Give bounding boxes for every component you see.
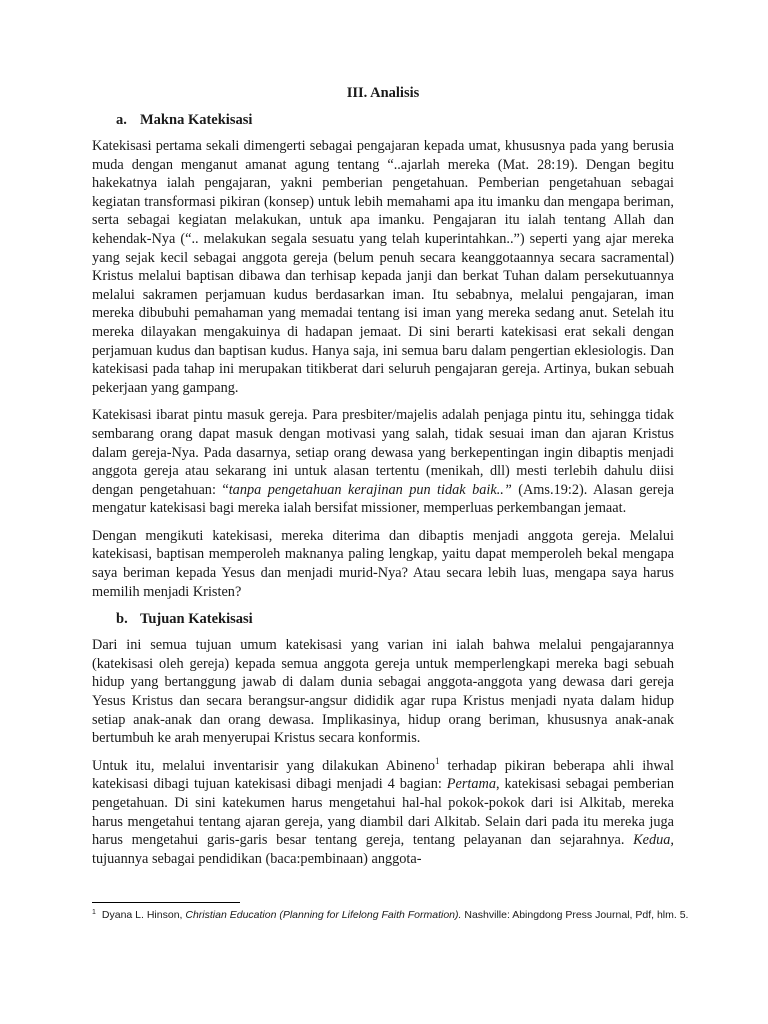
paragraph-text: terhadap pikiran beberapa ahli ihwal katekisasi dibagi tujuan katekisasi dibagi menjadi 4 bagian:: [92, 757, 674, 793]
paragraph-text: , katekisasi sebagai pemberian pengetahuan. Di sini katekumen harus mengetahui hal-hal pokok-pokok dari isi Alkitab, mereka harus mengetahui tentang ajaran gereja, yang diambil dari Alkitab. Selain dari pada itu mereka juga harus mengetahui garis-garis besar tentang gereja, tentang pelayanan dan sejarahnya.: [92, 776, 674, 849]
quote-italic: tanpa pengetahuan kerajinan pun tidak baik..”: [228, 481, 512, 498]
footnote-separator: [92, 902, 240, 903]
paragraph-text: Untuk itu, melalui inventarisir yang dilakukan Abineno: [92, 757, 435, 774]
paragraph: Katekisasi pertama sekali dimengerti sebagai pengajaran kepada umat, khususnya pada yang berusia muda dengan menganut amanat agung tentang “..ajarlah mereka (Mat. 28:19). Dengan begitu hakekatnya ialah pengajaran, yakni pemberian pengetahuan. Pemberian pengetahuan sebagai kegiatan transformasi pikiran (konsep) untuk lebih memahami apa itu imanku dan mengapa beriman, serta sebagai kegiatan melakukan, untuk apa imanku. Pengajaran itu ialah tentang Allah dan kehendak-Nya (“.. melakukan segala sesuatu yang telah kuperintahkan..”) seperti yang ajar mereka yang sejak kecil sebagai anggota gereja (belum penuh secara keanggotaannya secara sacramental) Kristus melalui baptisan dibawa dan terhisap kepada janji dan berkat Tuhan dalam persekutuannya melalui sakramen perjamuan kudus berdasarkan iman. Itu sebabnya, melalui pengajaran, iman mereka dibubuhi pemahaman yang memadai tentang isi iman yang mereka sedang anut. Setelah itu mereka dilayakan mengakuinya di hadapan jemaat. Di sini berarti katekisasi erat sekali dengan perjamuan kudus dan baptisan kudus. Hanya saja, ini semua baru dalam pengertian eklesiologis. Dan katekisasi pada tahap ini merupakan titikberat dari seluruh pengajaran gereja. Artinya, bukan sebuah pekerjaan yang gampang.: [92, 138, 674, 396]
subheading-text: Tujuan Katekisasi: [140, 611, 253, 628]
paragraph: [92, 406, 674, 518]
footnote-reference[interactable]: 1: [435, 756, 440, 767]
paragraph: [92, 757, 674, 869]
emphasis-italic: Kedua,: [633, 832, 674, 849]
paragraph: Dari ini semua tujuan umum katekisasi yang varian ini ialah bahwa melalui pengajarannya (katekisasi oleh gereja) kepada semua anggota gereja untuk memperlengkapi mereka bagi sebuah hidup yang bertanggung jawab di dalam dunia sebagai anggota-anggota yang dewasa dari gereja Yesus Kristus dan secara berangsur-angsur dididik agar rupa Kristus menjadi nyata dalam hidup setiap anak-anak dan orang dewasa. Implikasinya, hidup orang beriman, khususnya anak-anak bertumbuh ke arah menyerupai Kristus secara konformis.: [92, 637, 674, 747]
paragraph: Dengan mengikuti katekisasi, mereka diterima dan dibaptis menjadi anggota gereja. Melalui katekisasi, baptisan memperoleh maknanya paling lengkap, yaitu dapat memperoleh bekal mengapa saya beriman kepada Yesus dan menjadi murid-Nya? Atau secara lebih luas, mengapa saya harus memilih menjadi Kristen?: [92, 527, 674, 600]
document-page: [92, 84, 674, 877]
paragraph-text: Katekisasi ibarat pintu masuk gereja. Para presbiter/majelis adalah penjaga pintu itu, sehingga tidak sembarang orang dapat masuk dengan motivasi yang salah, tidak sesuai iman dan ajaran Kristus dalam gereja-Nya. Pada dasarnya, setiap orang dewasa yang berkepentingan ingin dibaptis menjadi anggota gereja atau sekarang ini untuk alasan tertentu (menikah, dll) mesti terlebih dahulu diisi dengan pengetahuan: “: [92, 407, 674, 498]
subheading-tujuan-katekisasi: [92, 610, 674, 628]
footnote-book-title: Christian Education (Planning for Lifelong Faith Formation).: [185, 909, 462, 921]
subheading-number: a.: [116, 112, 127, 128]
paragraph-text: tujuannya sebagai pendidikan (baca:pembinaan) anggota-: [92, 850, 422, 867]
emphasis-italic: Pertama: [446, 776, 497, 793]
footnote: [92, 907, 692, 923]
footnote-author: Dyana L. Hinson,: [101, 909, 186, 921]
footnote-mark: 1: [92, 908, 96, 916]
subheading-number: b.: [116, 611, 128, 628]
footnote-publisher: Nashville: Abingdong Press Journal, Pdf, hlm. 5.: [461, 909, 689, 921]
section-title: III. Analisis: [346, 85, 420, 101]
paragraph-text: (Ams.19:2). Alasan gereja mengatur katekisasi bagi mereka ialah bersifat missioner, memperluas perkembangan jemaat.: [92, 481, 675, 517]
subheading-makna-katekisasi: [92, 111, 674, 129]
subheading-text: Makna Katekisasi: [140, 112, 253, 128]
